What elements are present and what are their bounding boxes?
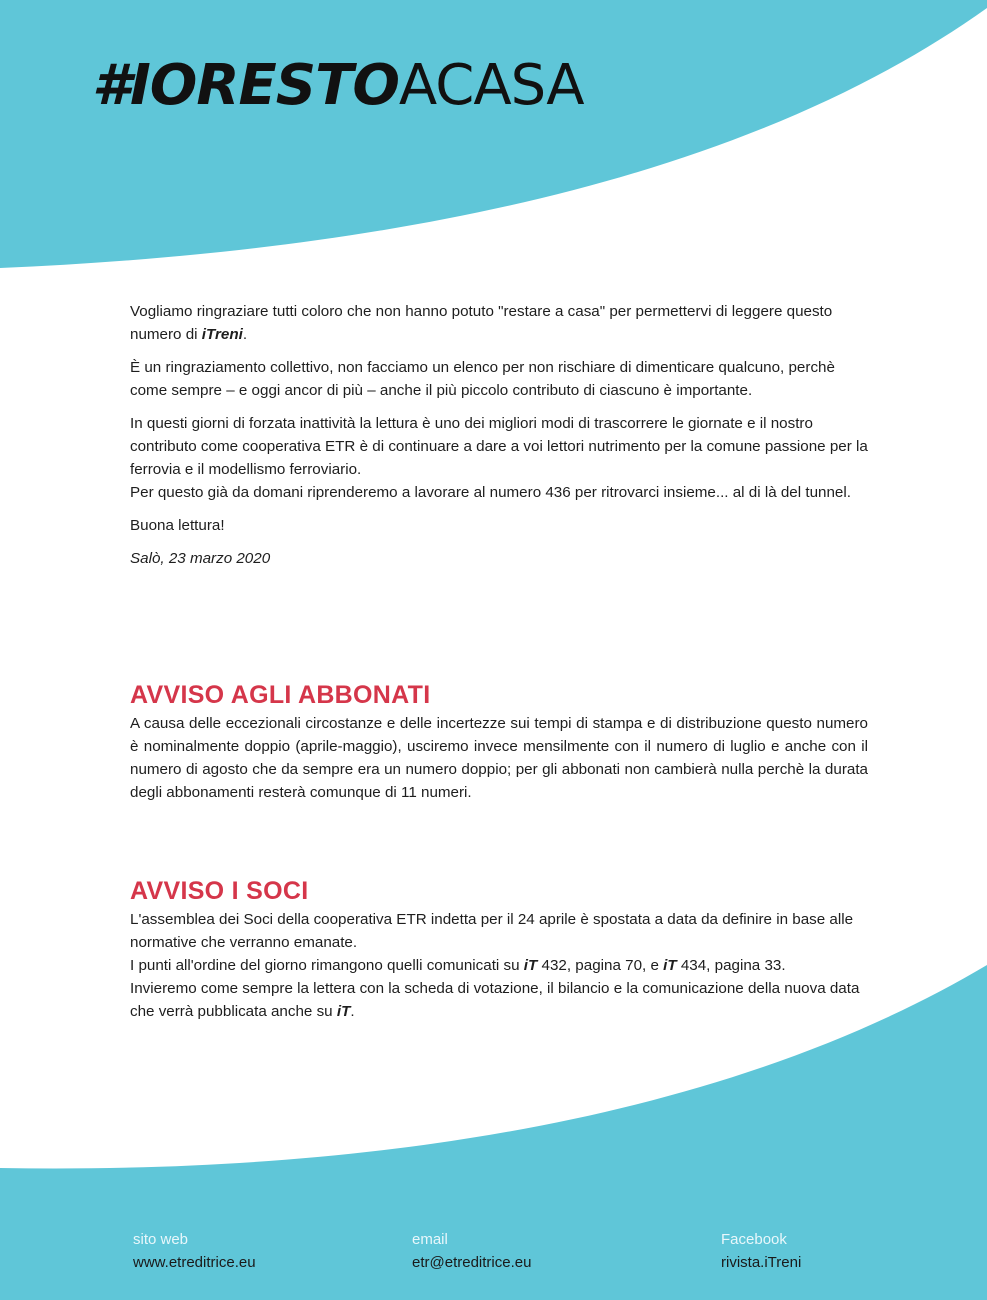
website-label: sito web <box>133 1231 189 1248</box>
footer-facebook <box>721 1228 801 1274</box>
facebook-label: Facebook <box>721 1231 787 1248</box>
footer-email <box>412 1228 531 1274</box>
email-label: email <box>412 1231 448 1248</box>
email-link[interactable]: etr@etreditrice.eu <box>412 1254 532 1271</box>
notice-members-line-2: I punti all'ordine del giorno rimangono quelli comunicati su iT 432, pagina 70, e iT 434, pagina 33. <box>130 957 786 974</box>
notice-members-line-1: L'assemblea dei Soci della cooperativa ETR indetta per il 24 aprile è spostata a data da definire in base alle normative che verranno emanate. <box>130 911 854 951</box>
footer-website <box>133 1228 256 1274</box>
page-title: #IORESTOACASA <box>92 53 584 118</box>
intro-closing: Buona lettura! <box>130 517 225 534</box>
website-link[interactable]: www.etreditrice.eu <box>133 1254 256 1271</box>
notice-subscribers <box>130 678 868 804</box>
notice-subscribers-body: A causa delle eccezionali circostanze e delle incertezze sui tempi di stampa e di distribuzione questo numero è nominalmente doppio (aprile-maggio), usciremo invece mensilmente con il numero di luglio e anche con il numero di agosto che da sempre era un numero doppio; per gli abbonati non cambierà nulla perchè la durata degli abbonamenti resterà comunque di 11 numeri. <box>130 715 868 801</box>
brand-name: iTreni <box>201 326 243 343</box>
top-wave <box>0 0 987 268</box>
intro-paragraph-2: È un ringraziamento collettivo, non facciamo un elenco per non rischiare di dimenticare qualcuno, perchè come sempre – e oggi ancor di più – anche il più piccolo contributo di ciascuno è importante. <box>130 359 835 399</box>
facebook-link[interactable]: rivista.iTreni <box>721 1254 802 1271</box>
notice-members-heading: AVVISO I SOCI <box>130 877 309 905</box>
intro-paragraph-3: In questi giorni di forzata inattività la lettura è uno dei migliori modi di trascorrere le giornate e il nostro contributo come cooperativa ETR è di continuare a dare a voi lettori nutrimento per la comune passione per la ferrovia e il modellismo ferroviario. <box>130 415 868 478</box>
intro-text <box>130 300 868 580</box>
intro-signature: Salò, 23 marzo 2020 <box>130 550 271 567</box>
intro-paragraph-4: Per questo già da domani riprenderemo a lavorare al numero 436 per ritrovarci insieme... al di là del tunnel. <box>130 484 851 501</box>
intro-paragraph-1: Vogliamo ringraziare tutti coloro che non hanno potuto "restare a casa" per permettervi di leggere questo numero di iTreni. <box>130 303 833 343</box>
notice-members <box>130 874 868 1023</box>
notice-subscribers-heading: AVVISO AGLI ABBONATI <box>130 681 431 709</box>
notice-members-line-3: Invieremo come sempre la lettera con la scheda di votazione, il bilancio e la comunicazione della nuova data che verrà pubblicata anche su iT. <box>130 980 860 1020</box>
